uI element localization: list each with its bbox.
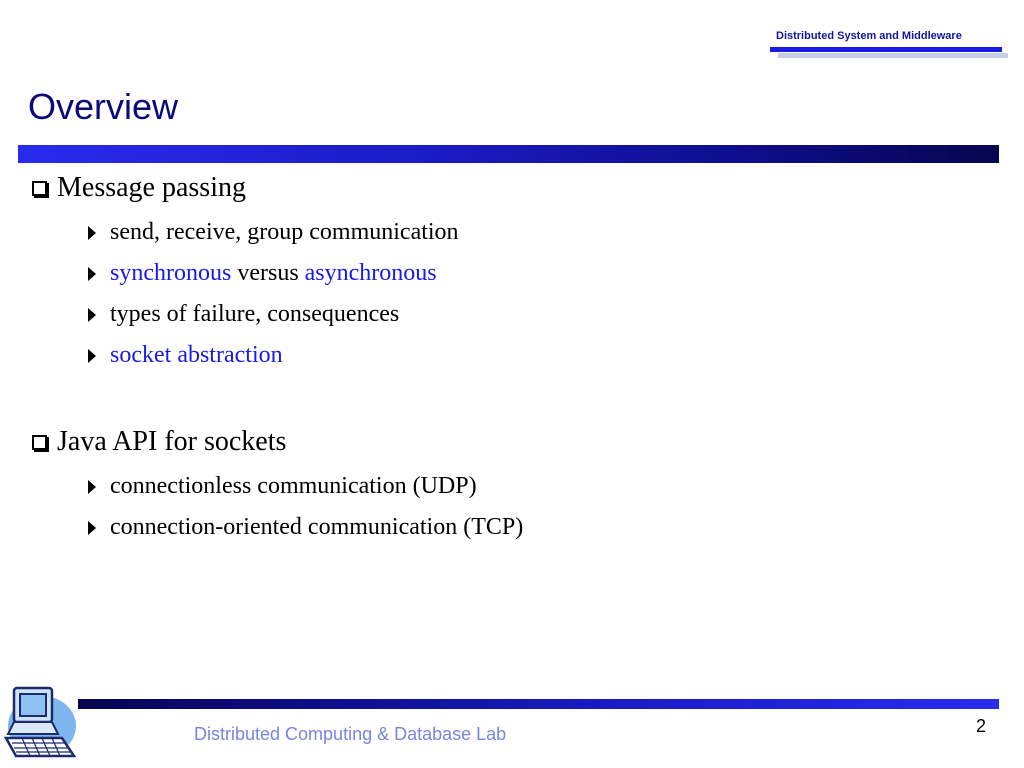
triangle-bullet-icon [88,267,96,281]
list-item-text: connectionless communication (UDP) [110,473,477,499]
list-item-text-synchronous: synchronous [110,260,232,286]
slide-title: Overview [28,86,179,127]
checkbox-bullet-icon [32,435,47,450]
page-number: 2 [976,716,987,736]
list-item-text-socket-abstraction: socket abstraction [110,342,283,368]
section-heading-text: Message passing [57,172,246,203]
header-line-dark [770,47,1002,52]
header-line-light [778,53,1008,58]
list-item [88,473,477,500]
computer-icon [2,680,78,762]
triangle-bullet-icon [88,226,96,240]
list-item-text: connection-oriented communication (TCP) [110,514,524,540]
list-item-text: send, receive, group communication [110,219,459,245]
section-heading-java-api [32,426,286,458]
list-item [88,342,283,369]
triangle-bullet-icon [88,308,96,322]
list-item-text: types of failure, consequences [110,301,400,327]
triangle-bullet-icon [88,521,96,535]
footer-lab-name: Distributed Computing & Database Lab [194,724,507,744]
triangle-bullet-icon [88,480,96,494]
list-item [88,514,523,541]
footer-bar [78,699,999,709]
section-heading-message-passing [32,172,246,204]
list-item-text-versus: versus [231,260,305,286]
list-item [88,301,399,328]
header-tag: Distributed System and Middleware [776,30,962,42]
list-item [88,219,459,246]
list-item [88,260,437,287]
section-heading-text: Java API for sockets [57,426,287,457]
checkbox-bullet-icon [32,181,47,196]
list-item-text-asynchronous: asynchronous [304,260,437,286]
triangle-bullet-icon [88,349,96,363]
title-bar [18,145,999,163]
